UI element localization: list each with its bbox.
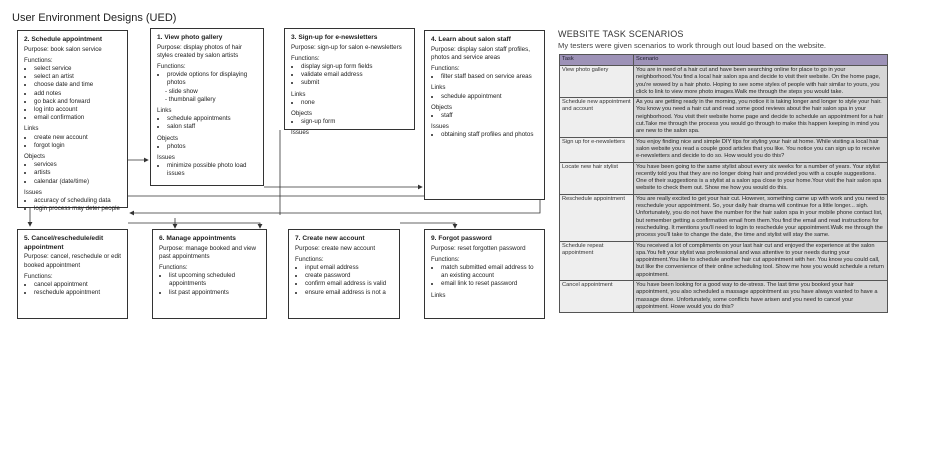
- box-section-heading: Functions:: [157, 63, 186, 71]
- box-list-item: • select service: [34, 65, 121, 73]
- scenario-row: [560, 194, 888, 241]
- box-section-list: [157, 115, 257, 131]
- box-list-item: • select an artist: [34, 73, 121, 81]
- scenario-row: [560, 66, 888, 98]
- ued-box-learn-salon-staff: [424, 30, 545, 200]
- box-section-heading: Links: [24, 125, 39, 133]
- ued-box-view-photo-gallery: [150, 28, 264, 186]
- scenario-text: You are really excited to get your hair cut. However, something came up with work and you need to reschedule your appointment. So, your daily hair drama will continue for a little longer... sigh. Unfortunately, you do not have the number for the hair salon spa in your mobile phone contact list, but remember getting a confirmation email from them.You find the email and read instructions for rescheduling. It mentions you'll need to login to reschedule your appointment.Walk me through the process you'll take to change the date, the time and stylist will stay the same.: [634, 194, 888, 241]
- box-list-item: • confirm email address is valid: [305, 280, 393, 288]
- ued-title: User Environment Designs (UED): [12, 12, 177, 24]
- box-section-heading: Objects: [24, 152, 45, 160]
- box-title: 1. View photo gallery: [157, 34, 223, 41]
- box-purpose: Purpose: create new account: [295, 244, 376, 252]
- scenario-row: [560, 162, 888, 194]
- connector-4-2: [130, 200, 540, 213]
- ued-box-cancel-reschedule: [17, 229, 128, 319]
- box-list-item: • list past appointments: [169, 289, 260, 297]
- box-section-list: [431, 264, 538, 289]
- scenario-row: [560, 241, 888, 280]
- scenario-text: You have been looking for a good way to de-stress. The last time you booked your hair appointment, you also scheduled a massage appointment as you have always wanted to have a massage done. Unfortunately, some conflicts have arisen and you need to cancel your appointment. Howe would you do this?: [634, 281, 888, 313]
- box-list-item: • email confirmation: [34, 114, 121, 122]
- box-section-list: [24, 134, 121, 150]
- connector-2-9: [400, 223, 455, 228]
- box-section-heading: Functions:: [159, 264, 188, 272]
- scenario-task: Sign up for e-newsletters: [560, 137, 634, 162]
- box-section-list: [291, 99, 408, 107]
- box-title: 5. Cancel/reschedule/edit appointment: [24, 235, 104, 251]
- box-purpose: Purpose: sign-up for salon e-newsletters: [291, 43, 402, 51]
- box-section-heading: Links: [291, 90, 306, 98]
- box-list-item: • staff: [441, 112, 538, 120]
- box-section-heading: Issues: [291, 129, 309, 137]
- box-section-list: [24, 281, 121, 297]
- box-purpose: Purpose: book salon service: [24, 45, 102, 53]
- box-list-item: • sign-up form: [301, 118, 408, 126]
- box-list-item: • cancel appointment: [34, 281, 121, 289]
- box-list-item: • schedule appointment: [441, 93, 538, 101]
- box-list-item: • schedule appointments: [167, 115, 257, 123]
- scenario-task: Schedule repeat appointment: [560, 241, 634, 280]
- box-section-list: [431, 131, 538, 139]
- ued-box-manage-appointments: [152, 229, 267, 319]
- box-section-heading: Functions:: [24, 56, 53, 64]
- box-section-list: [157, 162, 257, 178]
- box-list-item: • accuracy of scheduling data: [34, 197, 121, 205]
- scenario-row: [560, 137, 888, 162]
- box-section-list: [159, 272, 260, 297]
- box-section-list: [24, 197, 121, 213]
- box-list-item: • choose date and time: [34, 81, 121, 89]
- header-scenario: Scenario: [634, 55, 888, 66]
- connector-2-7: [128, 223, 260, 228]
- box-list-item: • validate email address: [301, 71, 408, 79]
- box-section-heading: Objects: [157, 134, 178, 142]
- scenario-task: Cancel appointment: [560, 281, 634, 313]
- scenario-text: You enjoy finding nice and simple DIY tips for styling your hair at home. While visiting a local hair salon website you read a couple good articles that you like. You notice you can sign up to receive e-newsletters and decide to do so. How would you do this?: [634, 137, 888, 162]
- box-section-list: [291, 63, 408, 88]
- box-section-heading: Functions:: [291, 54, 320, 62]
- box-section-heading: Objects: [291, 110, 312, 118]
- box-section-heading: Links: [431, 291, 446, 299]
- box-section-heading: Objects: [431, 103, 452, 111]
- scenario-task: Reschedule appointment: [560, 194, 634, 241]
- box-section-heading: Functions:: [24, 272, 53, 280]
- ued-box-schedule-appointment: [17, 30, 128, 213]
- box-list-item: • provide options for displaying photos: [167, 71, 257, 87]
- box-list-item: • create password: [305, 272, 393, 280]
- box-list-item: • add notes: [34, 90, 121, 98]
- ued-diagram: [0, 0, 545, 299]
- box-list-item: • filter staff based on service areas: [441, 73, 538, 81]
- box-list-item: • reschedule appointment: [34, 289, 121, 297]
- box-list-item: • input email address: [305, 264, 393, 272]
- box-list-item: • email link to reset password: [441, 280, 538, 288]
- box-list-item: • submit: [301, 79, 408, 87]
- box-list-item: • forgot login: [34, 142, 121, 150]
- scenario-text: You have been going to the same stylist about every six weeks for a number of years. Your stylist recently told you that they are no longer doing hair and provided you with a couple suggestions. One of their suggestions is a stylist at a salon spa close to your home.Your visit the hair salon spa website to check them out. Show me how you would do this.: [634, 162, 888, 194]
- scenarios-rows: [560, 66, 888, 313]
- scenario-text: You are in need of a hair cut and have been searching online for place to go in your neighborhood.You find a local hair salon spa and decide to visit their website. On the home page, you're wowed by a hair photo. Hoping to see some styles of people with hair similar to yours, you click to link to view more photo images.Walk me through the steps you would take.: [634, 66, 888, 98]
- box-list-subitem: - thumbnail gallery: [165, 95, 216, 103]
- header-task: Task: [560, 55, 634, 66]
- box-list-item: • calendar (date/time): [34, 178, 121, 186]
- ued-box-sign-up-newsletters: [284, 28, 415, 137]
- box-purpose: Purpose: manage booked and view past appointments: [159, 244, 257, 260]
- scenario-row: [560, 98, 888, 137]
- scenario-text: You received a lot of compliments on your last hair cut and enjoyed the experience at the salon spa.You felt your stylist was professional and was attentive to your needs during your appointment.You like to schedule another hair cut appointment with her. You know you could call, but like the convenience of their online scheduling tool. Show me how you would schedule a return appointment.: [634, 241, 888, 280]
- box-section-list: [295, 264, 393, 297]
- scenarios-table: [559, 54, 888, 313]
- box-list-item: • services: [34, 161, 121, 169]
- box-title: 3. Sign-up for e-newsletters: [291, 34, 378, 41]
- box-purpose: Purpose: cancel, reschedule or edit booked appointment: [24, 253, 121, 269]
- box-list-item: • none: [301, 99, 408, 107]
- scenario-task: View photo gallery: [560, 66, 634, 98]
- box-section-list: [431, 112, 538, 120]
- scenarios-header-row: [560, 55, 888, 66]
- box-title: 6. Manage appointments: [159, 235, 236, 242]
- box-list-item: • create new account: [34, 134, 121, 142]
- box-section-heading: Functions:: [295, 255, 324, 263]
- box-section-list: [24, 161, 121, 186]
- scenarios-subtitle: My testers were given scenarios to work through out loud based on the website.: [558, 41, 827, 50]
- scenario-row: [560, 281, 888, 313]
- box-section-heading: Links: [431, 84, 446, 92]
- box-list-item: • photos: [167, 143, 257, 151]
- box-title: 7. Create new account: [295, 235, 365, 242]
- box-section-heading: Functions:: [431, 255, 460, 263]
- box-section-list: [291, 118, 408, 126]
- ued-box-forgot-password: [424, 229, 545, 319]
- box-section-list: [431, 73, 538, 81]
- box-purpose: Purpose: reset forgotten password: [431, 244, 526, 252]
- box-section-heading: Issues: [157, 153, 175, 161]
- box-title: 4. Learn about salon staff: [431, 36, 511, 43]
- box-list-item: • list upcoming scheduled appointments: [169, 272, 260, 288]
- scenario-text: As you are getting ready in the morning, you notice it is taking longer and longer to style your hair. You know you need a hair cut and read some good reviews about the hair salon spa in your neighborhood. You visit their website home page and decide to schedule an appointment for a hair cut.Take me through the process you would go through to make this happen keeping in mind you are new to the salon spa.: [634, 98, 888, 137]
- box-list-item: • go back and forward: [34, 98, 121, 106]
- box-section-list: [157, 71, 257, 104]
- box-section-heading: Links: [157, 107, 172, 115]
- box-list-item: • login process may deter people: [34, 205, 121, 213]
- box-list-item: • match submitted email address to an existing account: [441, 264, 538, 280]
- scenarios-title: WEBSITE TASK SCENARIOS: [558, 29, 684, 39]
- box-section-heading: Issues: [431, 123, 449, 131]
- box-list-item: • display sign-up form fields: [301, 63, 408, 71]
- box-title: 9. Forgot password: [431, 235, 492, 242]
- box-section-list: [24, 65, 121, 122]
- scenario-task: Locate new hair stylist: [560, 162, 634, 194]
- box-list-item: • minimize possible photo load issues: [167, 162, 257, 178]
- box-title: 2. Schedule appointment: [24, 36, 103, 43]
- box-list-item: • salon staff: [167, 123, 257, 131]
- box-section-heading: Issues: [24, 188, 42, 196]
- box-list-subitem: - slide show: [165, 87, 198, 95]
- box-list-item: • ensure email address is not a: [305, 289, 393, 297]
- box-list-item: • artists: [34, 169, 121, 177]
- box-section-list: [157, 143, 257, 151]
- box-purpose: Purpose: display salon staff profiles, photos and service areas: [431, 45, 530, 61]
- box-list-item: • log into account: [34, 106, 121, 114]
- box-list-item: • obtaining staff profiles and photos: [441, 131, 538, 139]
- box-section-heading: Functions:: [431, 65, 460, 73]
- box-section-list: [431, 93, 538, 101]
- ued-box-create-new-account: [288, 229, 400, 319]
- scenario-task: Schedule new appointment and account: [560, 98, 634, 137]
- box-purpose: Purpose: display photos of hair styles created by salon artists: [157, 43, 242, 59]
